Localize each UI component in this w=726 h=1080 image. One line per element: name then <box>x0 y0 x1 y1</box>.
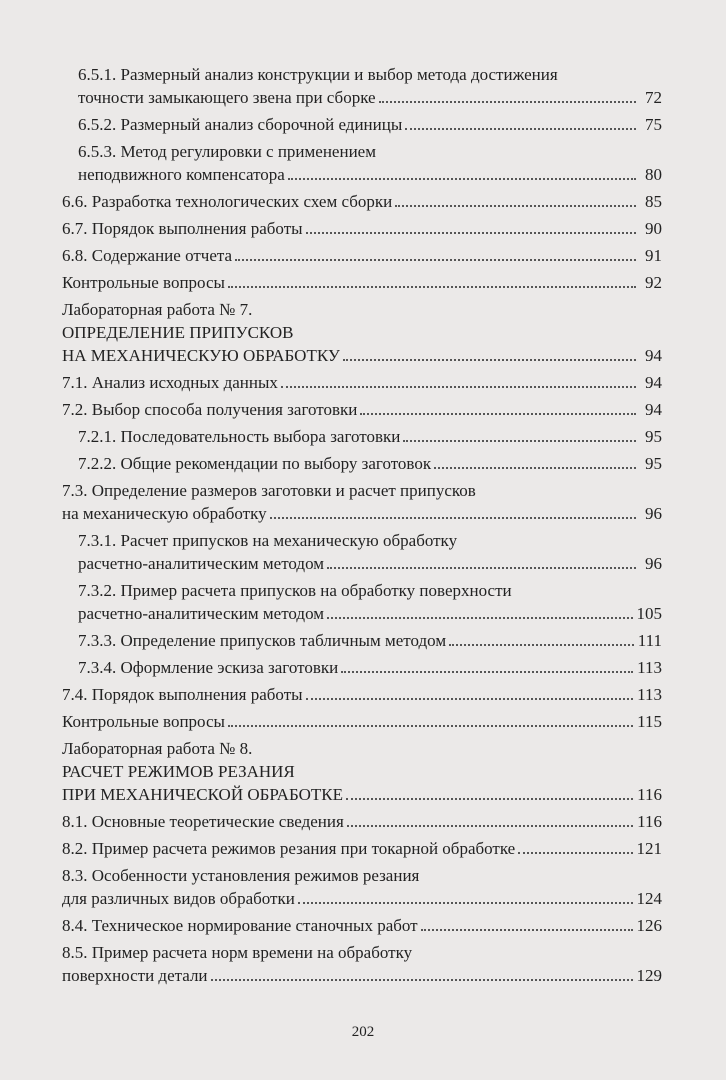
toc-entry-text: 6.5.2. Размерный анализ сборочной единицы <box>78 115 403 134</box>
toc-entry-text: поверхности детали <box>62 966 208 985</box>
toc-page-number: 72 <box>645 88 662 107</box>
toc-entry <box>62 529 662 575</box>
toc-entry-text: РАСЧЕТ РЕЖИМОВ РЕЗАНИЯ <box>62 762 295 781</box>
toc-page-number: 94 <box>645 400 662 419</box>
toc-entry-text: 7.3.4. Оформление эскиза заготовки <box>78 658 339 677</box>
toc-entry <box>62 941 662 987</box>
toc-entry <box>62 629 662 652</box>
toc-entry <box>62 683 662 706</box>
toc-page-number: 85 <box>645 192 662 211</box>
toc-entry-text: 7.3.3. Определение припусков табличным методом <box>78 631 447 650</box>
toc-entry-text: 7.4. Порядок выполнения работы <box>62 685 303 704</box>
toc-page-number: 80 <box>645 165 662 184</box>
toc-entry-text: Лабораторная работа № 7. <box>62 300 253 319</box>
dot-leader <box>211 978 633 981</box>
toc-entry-text: Лабораторная работа № 8. <box>62 739 253 758</box>
toc-entry <box>62 425 662 448</box>
toc-page-number: 121 <box>636 839 662 858</box>
toc-entry-text: 7.1. Анализ исходных данных <box>62 373 278 392</box>
toc-page-number: 94 <box>645 373 662 392</box>
toc-entry-text: 8.3. Особенности установления режимов резания <box>62 866 420 885</box>
toc-entry-text: Контрольные вопросы <box>62 712 225 731</box>
toc-page-number: 129 <box>636 966 662 985</box>
toc-entry <box>62 837 662 860</box>
dot-leader <box>228 724 633 727</box>
toc-entry-text: точности замыкающего звена при сборке <box>78 88 376 107</box>
toc-entry-text: 6.8. Содержание отчета <box>62 246 233 265</box>
dot-leader <box>288 177 636 180</box>
toc-entry-text: 6.7. Порядок выполнения работы <box>62 219 303 238</box>
toc-entry-text: ПРИ МЕХАНИЧЕСКОЙ ОБРАБОТКЕ <box>62 785 343 804</box>
toc-entry <box>62 479 662 525</box>
toc-entry <box>62 271 662 294</box>
toc-entry-text: 8.4. Техническое нормирование станочных работ <box>62 916 418 935</box>
toc-page-number: 95 <box>645 454 662 473</box>
toc-page-number: 96 <box>645 504 662 523</box>
toc-entry-text: для различных видов обработки <box>62 889 295 908</box>
dot-leader <box>343 358 636 361</box>
dot-leader <box>449 643 634 646</box>
toc-entry <box>62 217 662 240</box>
toc-page-number: 113 <box>637 685 662 704</box>
toc-page-number: 111 <box>637 631 662 650</box>
toc-page-number: 94 <box>645 346 662 365</box>
dot-leader <box>518 851 632 854</box>
toc-entry <box>62 452 662 475</box>
toc-entry-text: на механическую обработку <box>62 504 267 523</box>
dot-leader <box>327 616 632 619</box>
toc-entry <box>62 398 662 421</box>
dot-leader <box>395 204 636 207</box>
toc-page-number: 116 <box>637 785 662 804</box>
toc-entry-text: расчетно-аналитическим методом <box>78 554 325 573</box>
dot-leader <box>235 258 636 261</box>
dot-leader <box>341 670 633 673</box>
dot-leader <box>403 439 636 442</box>
toc-page-number: 96 <box>645 554 662 573</box>
toc-entry-text: 7.2.1. Последовательность выбора заготовки <box>78 427 401 446</box>
toc-entry-text: 8.2. Пример расчета режимов резания при токарной обработке <box>62 839 516 858</box>
toc-entry <box>62 140 662 186</box>
toc-entry-text: 7.3.1. Расчет припусков на механическую обработку <box>78 531 458 550</box>
toc-page-number: 90 <box>645 219 662 238</box>
dot-leader <box>405 127 636 130</box>
toc-entry-text: неподвижного компенсатора <box>78 165 285 184</box>
toc-entry-text: 7.2. Выбор способа получения заготовки <box>62 400 358 419</box>
toc-entry-text: 7.3. Определение размеров заготовки и расчет припусков <box>62 481 476 500</box>
toc-page-number: 91 <box>645 246 662 265</box>
toc-page-number: 92 <box>645 273 662 292</box>
toc-entry <box>62 810 662 833</box>
dot-leader <box>360 412 636 415</box>
toc-page-number: 124 <box>636 889 662 908</box>
toc-page-number: 116 <box>637 812 662 831</box>
dot-leader <box>421 928 633 931</box>
toc-entry-text: Контрольные вопросы <box>62 273 225 292</box>
toc-entry-text: ОПРЕДЕЛЕНИЕ ПРИПУСКОВ <box>62 323 294 342</box>
toc-entry <box>62 864 662 910</box>
table-of-contents <box>62 63 662 991</box>
toc-entry-text: 8.5. Пример расчета норм времени на обработку <box>62 943 413 962</box>
toc-entry <box>62 579 662 625</box>
toc-entry <box>62 190 662 213</box>
toc-entry-text: 7.2.2. Общие рекомендации по выбору заготовок <box>78 454 432 473</box>
toc-entry-text: 7.3.2. Пример расчета припусков на обработку поверхности <box>78 581 512 600</box>
page-number: 202 <box>351 1024 375 1040</box>
toc-entry <box>62 63 662 109</box>
toc-entry-text: 6.6. Разработка технологических схем сборки <box>62 192 393 211</box>
dot-leader <box>306 697 634 700</box>
toc-entry <box>62 737 662 806</box>
toc-page-number: 95 <box>645 427 662 446</box>
toc-entry-text: 8.1. Основные теоретические сведения <box>62 812 344 831</box>
dot-leader <box>306 231 636 234</box>
toc-page-number: 75 <box>645 115 662 134</box>
dot-leader <box>270 516 636 519</box>
dot-leader <box>327 566 636 569</box>
toc-page-number: 126 <box>636 916 662 935</box>
toc-entry-text: 6.5.1. Размерный анализ конструкции и выбор метода достижения <box>78 65 558 84</box>
toc-page-number: 105 <box>636 604 662 623</box>
toc-entry <box>62 656 662 679</box>
toc-page-number: 115 <box>637 712 662 731</box>
toc-entry <box>62 710 662 733</box>
toc-entry <box>62 244 662 267</box>
dot-leader <box>347 824 633 827</box>
toc-entry <box>62 914 662 937</box>
toc-entry <box>62 371 662 394</box>
dot-leader <box>346 797 633 800</box>
dot-leader <box>379 100 636 103</box>
dot-leader <box>228 285 636 288</box>
toc-page-number: 113 <box>637 658 662 677</box>
dot-leader <box>281 385 636 388</box>
toc-entry-text: 6.5.3. Метод регулировки с применением <box>78 142 376 161</box>
dot-leader <box>434 466 636 469</box>
toc-entry <box>62 113 662 136</box>
dot-leader <box>298 901 633 904</box>
toc-entry <box>62 298 662 367</box>
toc-entry-text: расчетно-аналитическим методом <box>78 604 325 623</box>
toc-entry-text: НА МЕХАНИЧЕСКУЮ ОБРАБОТКУ <box>62 346 340 365</box>
